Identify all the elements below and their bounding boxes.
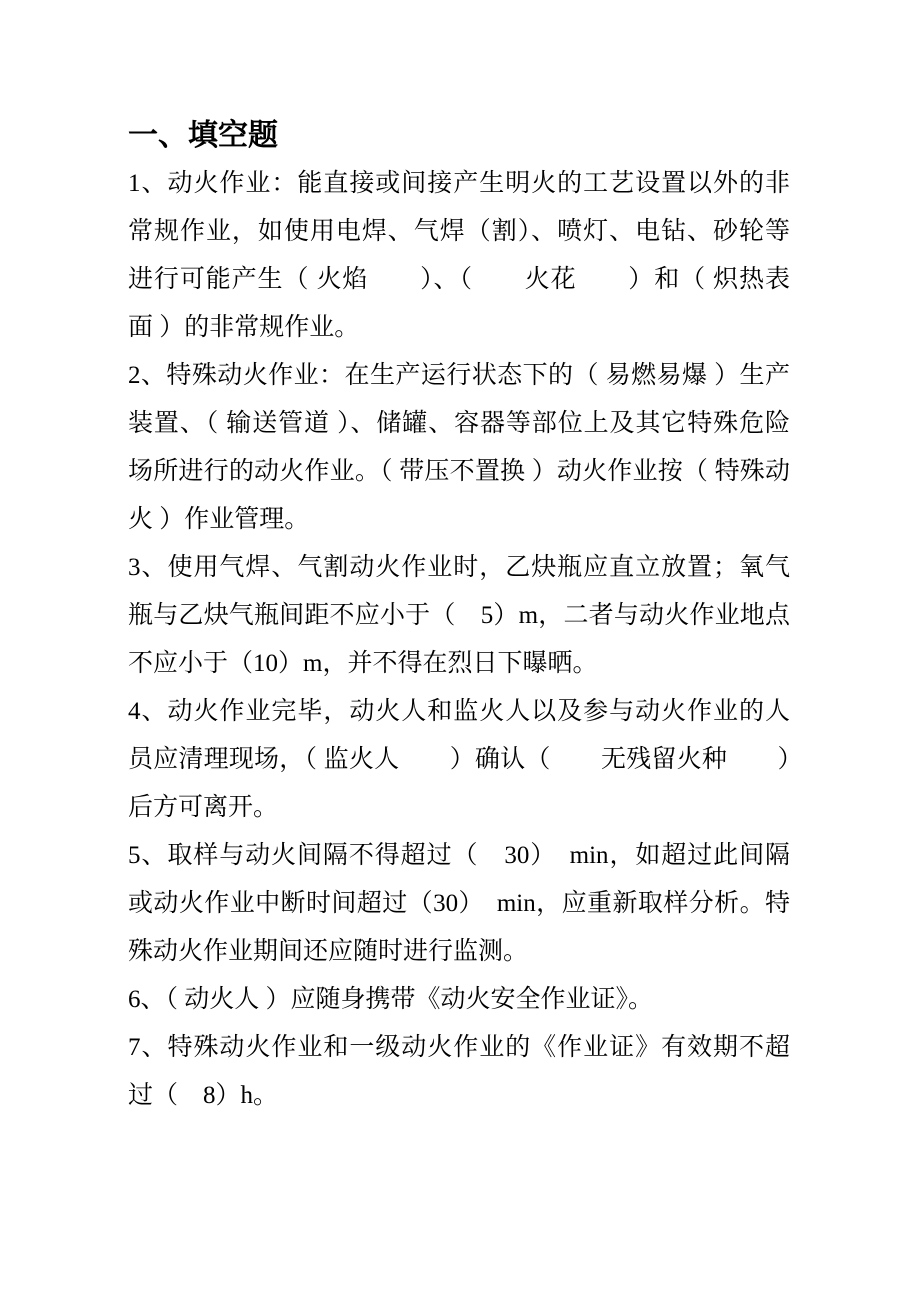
question-6: 6、（ 动火人 ）应随身携带《动火安全作业证》。 bbox=[128, 986, 654, 1013]
question-1: 1、动火作业：能直接或间接产生明火的工艺设置以外的非常规作业，如使用电焊、气焊（割）、喷灯、电钻、砂轮等进行可能产生（ 火焰 ）、（ 火花 ）和（ 炽热表面 ）的非常规作业。 bbox=[128, 170, 790, 341]
section-heading: 一、填空题 bbox=[128, 119, 278, 152]
question-5: 5、取样与动火间隔不得超过（ 30） min，如超过此间隔或动火作业中断时间超过（30） min，应重新取样分析。特殊动火作业期间还应随时进行监测。 bbox=[128, 842, 790, 965]
question-4: 4、动火作业完毕，动火人和监火人以及参与动火作业的人员应清理现场，（ 监火人 ）确认（ 无残留火种 ）后方可离开。 bbox=[128, 698, 790, 821]
question-7: 7、特殊动火作业和一级动火作业的《作业证》有效期不超过（ 8）h。 bbox=[128, 1034, 790, 1109]
question-3: 3、使用气焊、气割动火作业时，乙炔瓶应直立放置；氧气瓶与乙炔气瓶间距不应小于（ 5）m，二者与动火作业地点不应小于（10）m，并不得在烈日下曝晒。 bbox=[128, 554, 790, 677]
question-2: 2、特殊动火作业：在生产运行状态下的（ 易燃易爆 ）生产装置、（ 输送管道 ）、储罐、容器等部位上及其它特殊危险场所进行的动火作业。（ 带压不置换 ）动火作业按（ 特殊动火 ）作业管理。 bbox=[128, 362, 790, 533]
document-content bbox=[128, 112, 790, 1120]
